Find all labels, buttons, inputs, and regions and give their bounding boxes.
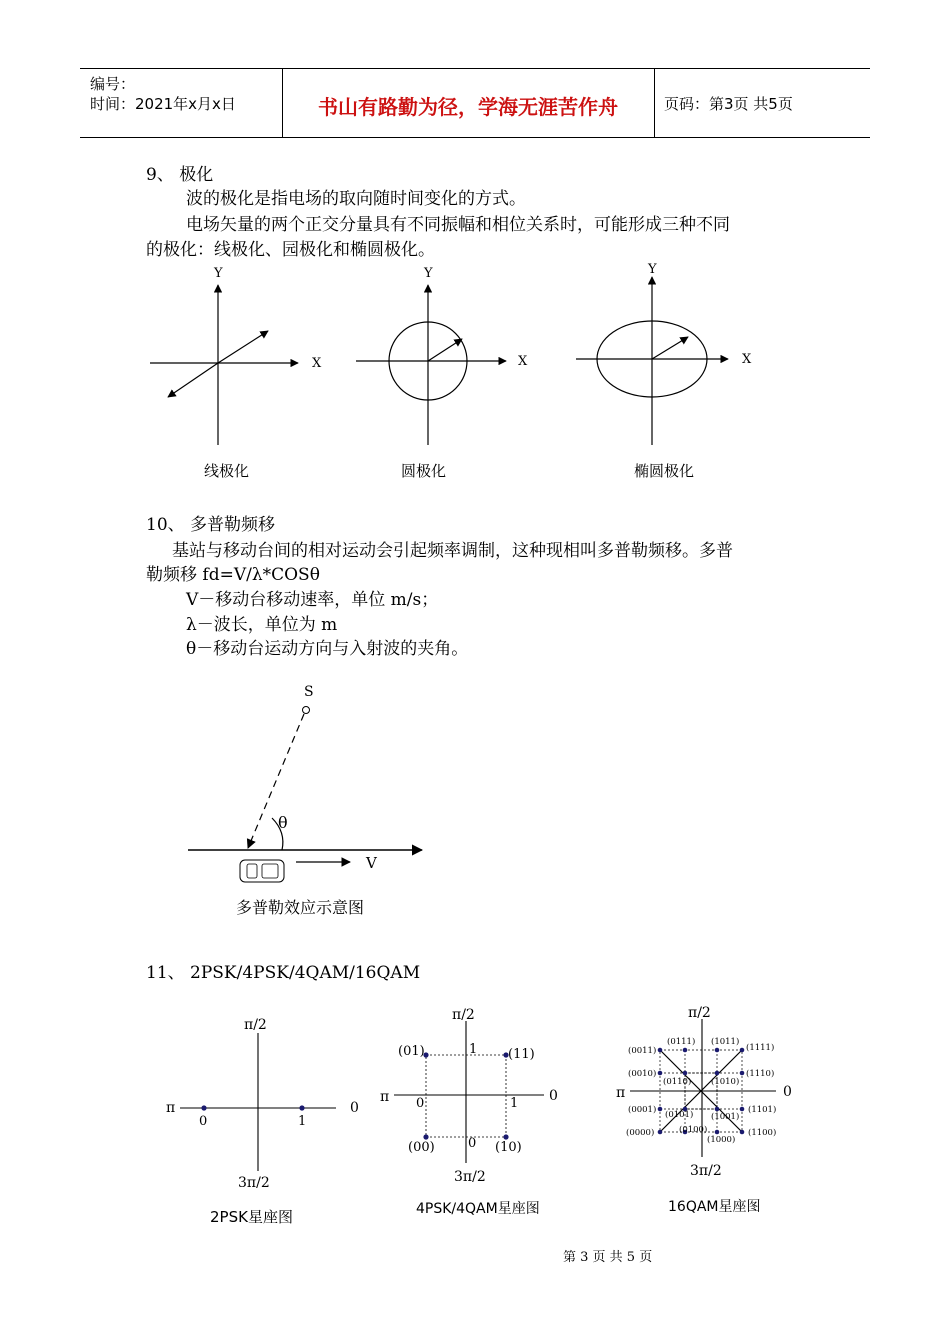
psk4-diagram [380,1007,558,1185]
psk2-right-label: 0 [350,1100,359,1116]
qam16-point [658,1130,663,1135]
psk4-bottom-label: 3π/2 [454,1169,486,1185]
section11-heading: 11、 2PSK/4PSK/4QAM/16QAM [146,963,421,983]
qam16-right-label: 0 [783,1084,792,1100]
section10-heading: 10、 多普勒频移 [146,515,276,535]
elliptical-polarization-diagram [576,262,752,445]
psk2-left-label: π [166,1100,176,1116]
qam16-bottom-label: 3π/2 [690,1163,722,1179]
caption-circular: 圆极化 [401,462,447,480]
qam16-point-label: (0000) [626,1128,655,1138]
psk4-top-label: π/2 [452,1007,475,1023]
psk4-inner-left: 0 [416,1096,425,1111]
linear-polarization-diagram [150,266,322,445]
qam16-point-label: (1010) [711,1077,740,1087]
psk4-point-10 [503,1134,508,1139]
qam16-point-label: (0001) [628,1105,657,1115]
section10-paragraph-1a: 基站与移动台间的相对运动会引起频率调制，这种现相叫多普勒频移。多普 [172,541,733,561]
qam16-point-label: (0011) [628,1046,657,1056]
psk4-right-label: 0 [549,1088,558,1104]
qam16-point [740,1107,745,1112]
qam16-point-label: (0100) [679,1125,708,1135]
qam16-top-label: π/2 [688,1005,711,1021]
psk2-top-label: π/2 [244,1017,267,1033]
qam16-point-label: (1011) [711,1037,740,1047]
time-label: 时间：2021年x月x日 [90,95,236,113]
footer-page: 第 3 页 共 5 页 [563,1250,653,1265]
source-label: S [304,684,314,700]
caption-elliptical: 椭圆极化 [634,462,695,480]
qam16-point-label: (1000) [707,1135,736,1145]
motto: 书山有路勤为径，学海无涯苦作舟 [318,95,618,119]
psk4-caption: 4PSK/4QAM星座图 [416,1201,540,1217]
qam16-point [715,1048,720,1053]
caption-linear: 线极化 [204,462,250,480]
circular-x-label: X [518,354,528,369]
velocity-label: V [366,854,377,872]
qam16-caption: 16QAM星座图 [668,1199,761,1215]
theta-label: θ [278,813,288,832]
psk4-inner-bottom: 0 [468,1136,477,1151]
psk2-point-1-label: 1 [298,1114,307,1129]
qam16-point [740,1071,745,1076]
psk2-diagram [166,1017,359,1191]
qam16-point [715,1107,720,1112]
qam16-point-label: (1100) [748,1128,777,1138]
header-motto-cell [282,69,655,137]
psk4-label-bl: (00) [408,1140,435,1155]
polarization-figure [0,255,950,495]
linear-y-label: Y [214,266,223,281]
qam16-point [683,1048,688,1053]
velocity-definition: V－移动台移动速率，单位 m/s； [186,590,439,610]
circular-y-label: Y [424,266,433,281]
psk4-label-tr: (11) [508,1047,535,1062]
qam16-point-label: (1101) [748,1105,777,1115]
qam16-point-label: (1001) [711,1112,740,1122]
doppler-caption: 多普勒效应示意图 [236,898,365,917]
psk2-caption: 2PSK星座图 [210,1208,293,1226]
circular-polarization-diagram [356,266,528,445]
qam16-point-label: (0101) [665,1110,694,1120]
psk2-point-0-label: 0 [199,1114,208,1129]
psk4-label-br: (10) [495,1140,522,1155]
elliptical-x-label: X [742,352,752,367]
qam16-point [683,1071,688,1076]
qam16-diagram [616,1005,792,1179]
number-label: 编号： [90,75,136,93]
psk2-point-1 [299,1105,304,1110]
linear-x-label: X [312,356,322,371]
doppler-figure [0,670,950,900]
psk4-inner-right: 1 [510,1096,519,1111]
section9-paragraph-2b: 的极化：线极化、园极化和椭圆极化。 [146,240,435,260]
qam16-point-label: (0010) [628,1069,657,1079]
qam16-point-label: (0111) [667,1037,696,1047]
qam16-point [658,1107,663,1112]
psk4-left-label: π [380,1089,390,1105]
qam16-point-label: (1110) [746,1069,775,1079]
incident-wave-line [248,714,304,848]
header-table [80,68,870,138]
qam16-point [740,1048,745,1053]
psk4-point-00 [423,1134,428,1139]
section9-paragraph-2a: 电场矢量的两个正交分量具有不同振幅和相位关系时，可能形成三种不同 [186,215,730,235]
constellation-figure [0,995,950,1205]
qam16-point-label: (1111) [746,1043,775,1053]
elliptical-y-label: Y [648,262,657,277]
qam16-point [658,1048,663,1053]
psk4-label-tl: (01) [398,1044,425,1059]
qam16-point [658,1071,663,1076]
qam16-point [715,1071,720,1076]
section9-heading: 9、 极化 [146,165,214,185]
source-point [303,707,310,714]
qam16-left-label: π [616,1085,626,1101]
psk2-bottom-label: 3π/2 [238,1175,270,1191]
car-icon [240,860,284,882]
header-meta-cell [80,69,283,137]
section10-paragraph-1b: 勒频移 fd=V/λ*COSθ [146,565,320,585]
qam16-point [740,1130,745,1135]
header-page-label: 页码：第3页 共5页 [664,95,793,113]
psk2-point-0 [201,1105,206,1110]
qam16-point [715,1130,720,1135]
section9-paragraph-1: 波的极化是指电场的取向随时间变化的方式。 [186,189,526,209]
psk4-inner-top: 1 [469,1042,478,1057]
theta-definition: θ－移动台运动方向与入射波的夹角。 [186,639,469,659]
qam16-point-label: (0110) [663,1077,692,1087]
wavelength-definition: λ－波长，单位为 m [186,615,338,635]
